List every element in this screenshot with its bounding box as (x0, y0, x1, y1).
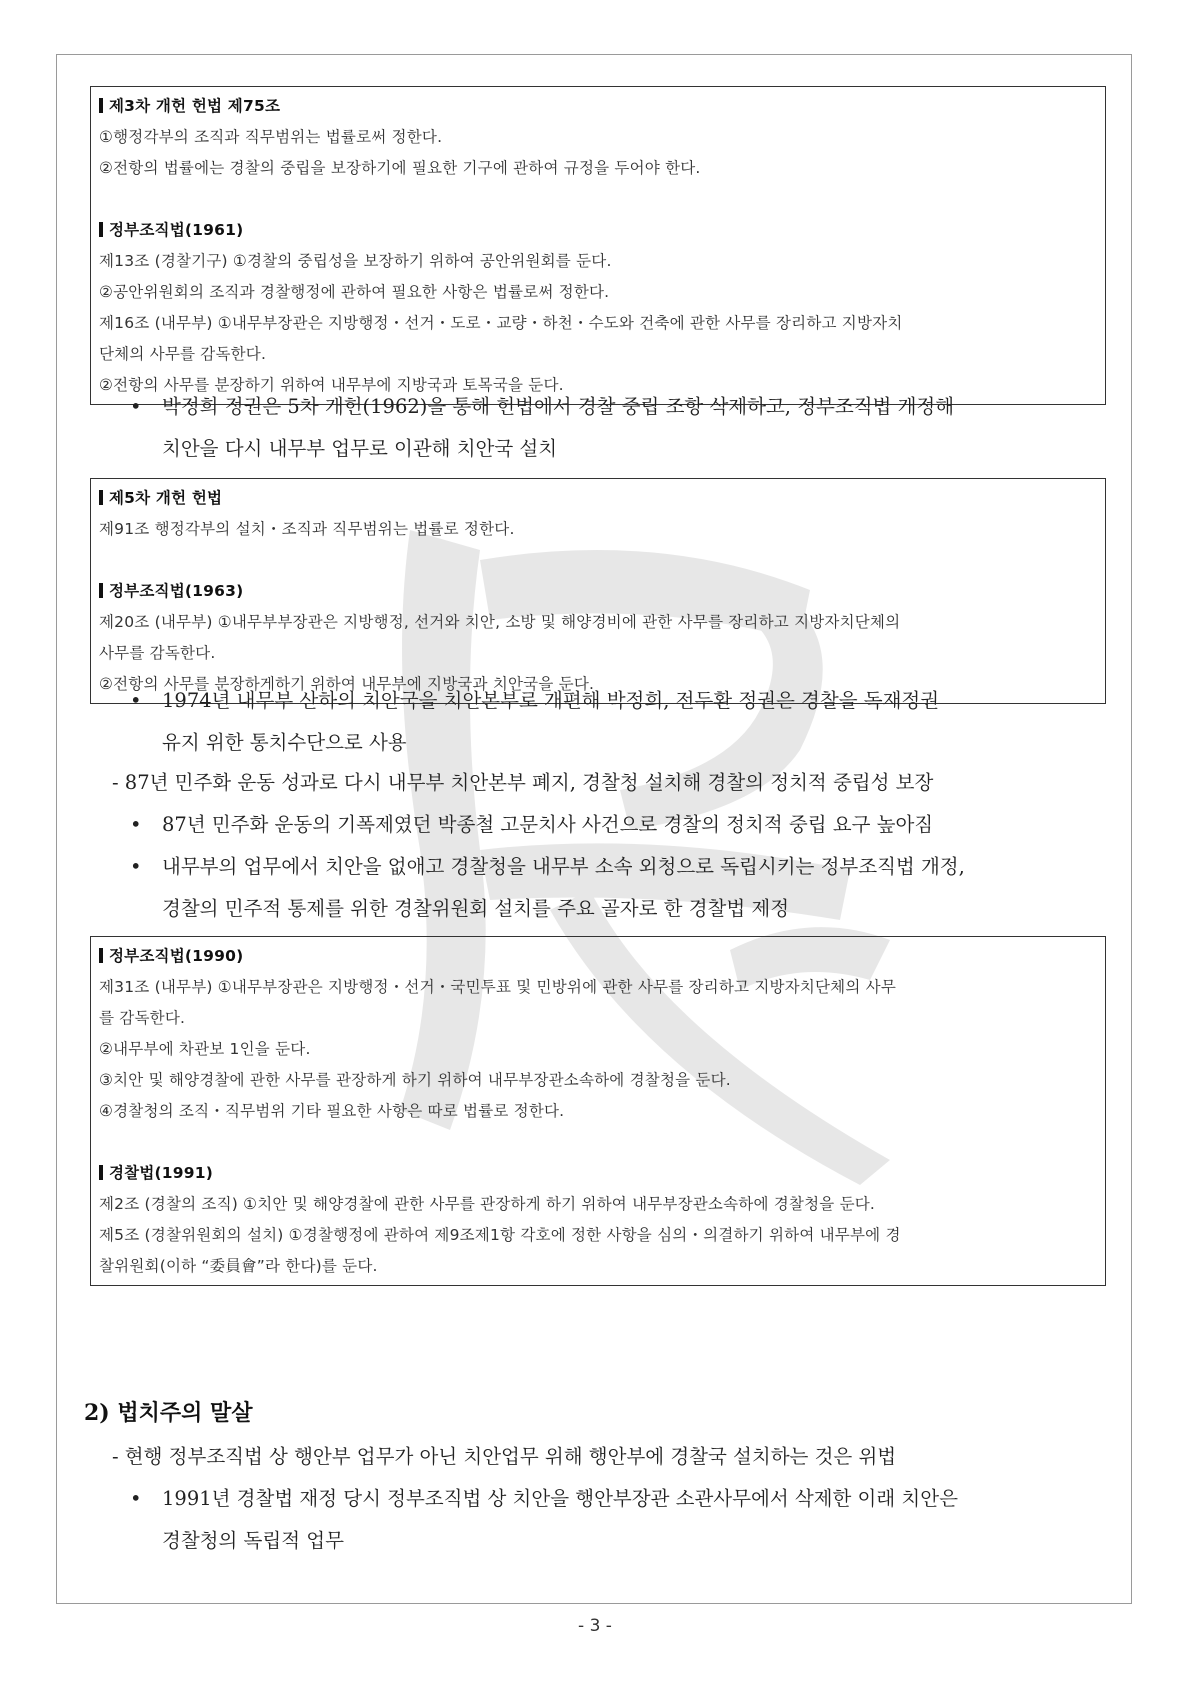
bullet-text-line-1: 87년 민주화 운동의 기폭제였던 박종철 고문치사 사건으로 경찰의 정치적 중립 요구 높아짐 (162, 813, 934, 836)
bullet-text-line-2: 경찰의 민주적 통제를 위한 경찰위원회 설치를 주요 골자로 한 경찰법 제정 (162, 897, 790, 920)
bullet-item-1 (130, 386, 1110, 470)
box-text-line: 제13조 (경찰기구) ①경찰의 중립성을 보장하기 위하여 공안위원회를 둔다. (99, 252, 612, 270)
bullet-text-line-2: 유지 위한 통치수단으로 사용 (162, 731, 407, 754)
bullet-text-line-2: 치안을 다시 내무부 업무로 이관해 치안국 설치 (162, 437, 558, 460)
bullet-text-line-2: 경찰청의 독립적 업무 (162, 1529, 344, 1552)
blank-line (99, 545, 1097, 576)
bullet-text-line-1: 1991년 경찰법 재정 당시 정부조직법 상 치안을 행안부장관 소관사무에서 삭제한 이래 치안은 (162, 1487, 958, 1510)
law-excerpt-box-2 (90, 478, 1106, 704)
box-text-line: 제91조 행정각부의 설치・조직과 직무범위는 법률로 정한다. (99, 520, 515, 538)
box-text-line: 사무를 감독한다. (99, 644, 216, 662)
bullet-item-2 (130, 680, 1110, 764)
law-excerpt-box-3 (90, 936, 1106, 1286)
blank-line (99, 1127, 1097, 1158)
box-text-line: ②전항의 사무를 분장하게하기 위하여 내무부에 지방국과 치안국을 둔다. (99, 675, 595, 693)
box-text-line: 단체의 사무를 감독한다. (99, 345, 267, 363)
page-number: - 3 - (578, 1616, 612, 1636)
bullet-dot: • (130, 1487, 142, 1510)
box-text-line: 제31조 (내무부) ①내무부장관은 지방행정・선거・국민투표 및 민방위에 관한 사무를 장리하고 지방자치단체의 사무 (99, 978, 896, 996)
box-text-line: ②내무부에 차관보 1인을 둔다. (99, 1040, 311, 1058)
box-text-line: ③치안 및 해양경찰에 관한 사무를 관장하게 하기 위하여 내무부장관소속하에 경찰청을 둔다. (99, 1071, 731, 1089)
box-heading: 경찰법(1991) (99, 1158, 1097, 1189)
box-text-line: ②전항의 사무를 분장하기 위하여 내무부에 지방국과 토목국을 둔다. (99, 376, 564, 394)
box-text-line: 제5조 (경찰위원회의 설치) ①경찰행정에 관하여 제9조제1항 각호에 정한 사항을 심의・의결하기 위하여 내무부에 경 (99, 1226, 901, 1244)
blank-line (99, 184, 1097, 215)
bullet-dot: • (130, 855, 142, 878)
box-heading: 제5차 개헌 헌법 (99, 483, 1097, 514)
bullet-text-line-1: 1974년 내무부 산하의 치안국을 치안본부로 개편해 박정희, 전두환 정권은 경찰을 독재정권 (162, 689, 940, 712)
box-text-line: 제2조 (경찰의 조직) ①치안 및 해양경찰에 관한 사무를 관장하게 하기 위하여 내무부장관소속하에 경찰청을 둔다. (99, 1195, 876, 1213)
bullet-dot: • (130, 813, 142, 836)
bullet-dot: • (130, 689, 142, 712)
bullet-text-line-1: 박정희 정권은 5차 개헌(1962)을 통해 헌법에서 경찰 중립 조항 삭제하고, 정부조직법 개정해 (162, 395, 955, 418)
law-excerpt-box-1 (90, 86, 1106, 405)
box-heading: 정부조직법(1961) (99, 215, 1097, 246)
box-text-line: 제16조 (내무부) ①내무부장관은 지방행정・선거・도로・교량・하천・수도와 건축에 관한 사무를 장리하고 지방자치 (99, 314, 903, 332)
dash-item-1: - 87년 민주화 운동 성과로 다시 내무부 치안본부 폐지, 경찰청 설치해 경찰의 정치적 중립성 보장 (112, 771, 934, 794)
bullet-text-line-1: 내무부의 업무에서 치안을 없애고 경찰청을 내무부 소속 외청으로 독립시키는 정부조직법 개정, (162, 855, 965, 878)
box-text-line: 찰위원회(이하 “委員會”라 한다)를 둔다. (99, 1257, 378, 1275)
dash-item-2: - 현행 정부조직법 상 행안부 업무가 아닌 치안업무 위해 행안부에 경찰국 설치하는 것은 위법 (112, 1445, 897, 1468)
box-text-line: 를 감독한다. (99, 1009, 186, 1027)
box-heading: 정부조직법(1990) (99, 941, 1097, 972)
bullet-item-3 (130, 804, 1110, 846)
box-text-line: 제20조 (내무부) ①내무부부장관은 지방행정, 선거와 치안, 소방 및 해양경비에 관한 사무를 장리하고 지방자치단체의 (99, 613, 901, 631)
box-heading: 제3차 개헌 헌법 제75조 (99, 91, 1097, 122)
bullet-item-4 (130, 846, 1110, 930)
bullet-dot: • (130, 395, 142, 418)
box-text-line: ②전항의 법률에는 경찰의 중립을 보장하기에 필요한 기구에 관하여 규정을 두어야 한다. (99, 159, 701, 177)
bullet-item-5 (130, 1478, 1110, 1562)
section-title: 2) 법치주의 말살 (84, 1400, 253, 1426)
box-text-line: ④경찰청의 조직・직무범위 기타 필요한 사항은 따로 법률로 정한다. (99, 1102, 565, 1120)
box-text-line: ①행정각부의 조직과 직무범위는 법률로써 정한다. (99, 128, 443, 146)
box-text-line: ②공안위원회의 조직과 경찰행정에 관하여 필요한 사항은 법률로써 정한다. (99, 283, 610, 301)
box-heading: 정부조직법(1963) (99, 576, 1097, 607)
